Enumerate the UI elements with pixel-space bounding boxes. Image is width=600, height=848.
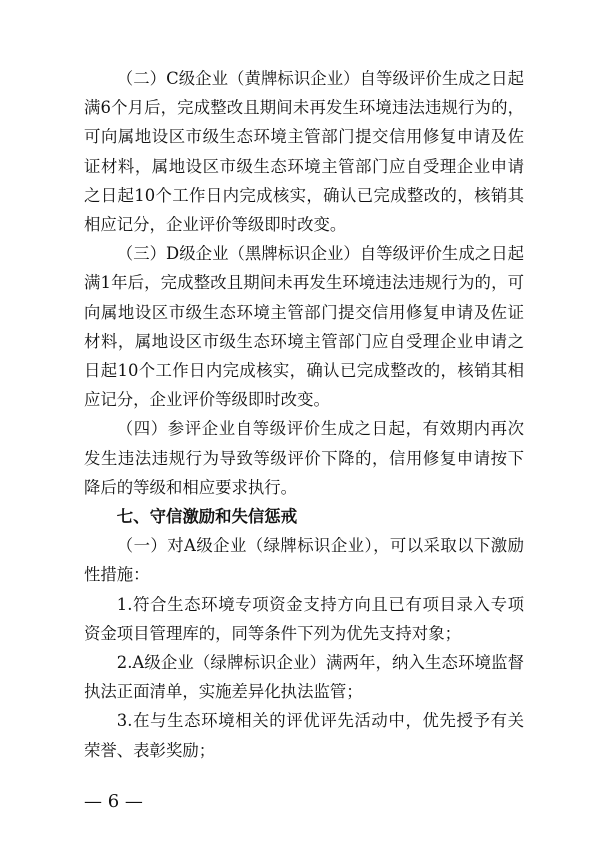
list-item-2: 2.A级企业（绿牌标识企业）满两年，纳入生态环境监督执法正面清单，实施差异化执法监管； xyxy=(84,653,524,702)
document-body xyxy=(84,64,524,765)
list-item-3: 3.在与生态环境相关的评优评先活动中，优先授予有关荣誉、表彰奖励； xyxy=(84,711,524,760)
list-item-1: 1.符合生态环境专项资金支持方向且已有项目录入专项资金项目管理库的，同等条件下列为优先支持对象； xyxy=(84,594,524,643)
paragraph-a-level-incentives: （一）对A级企业（绿牌标识企业），可以采取以下激励性措施： xyxy=(84,536,524,585)
paragraph-repeat-violation: （四）参评企业自等级评价生成之日起，有效期内再次发生违法违规行为导致等级评价下降的，信用修复申请按下降后的等级和相应要求执行。 xyxy=(84,419,524,497)
paragraph-d-level: （三）D级企业（黑牌标识企业）自等级评价生成之日起满1年后，完成整改且期间未再发生环境违法违规行为的，可向属地设区市级生态环境主管部门提交信用修复申请及佐证材料，属地设区市级生态环境主管部门应自受理企业申请之日起10个工作日内完成核实，确认已完成整改的，核销其相应记分，企业评价等级即时改变。 xyxy=(84,244,524,410)
page-number: — 6 — xyxy=(84,791,143,812)
paragraph-c-level: （二）C级企业（黄牌标识企业）自等级评价生成之日起满6个月后，完成整改且期间未再发生环境违法违规行为的，可向属地设区市级生态环境主管部门提交信用修复申请及佐证材料，属地设区市级生态环境主管部门应自受理企业申请之日起10个工作日内完成核实，确认已完成整改的，核销其相应记分，企业评价等级即时改变。 xyxy=(84,69,524,235)
section-heading-incentives: 七、守信激励和失信惩戒 xyxy=(116,507,298,527)
